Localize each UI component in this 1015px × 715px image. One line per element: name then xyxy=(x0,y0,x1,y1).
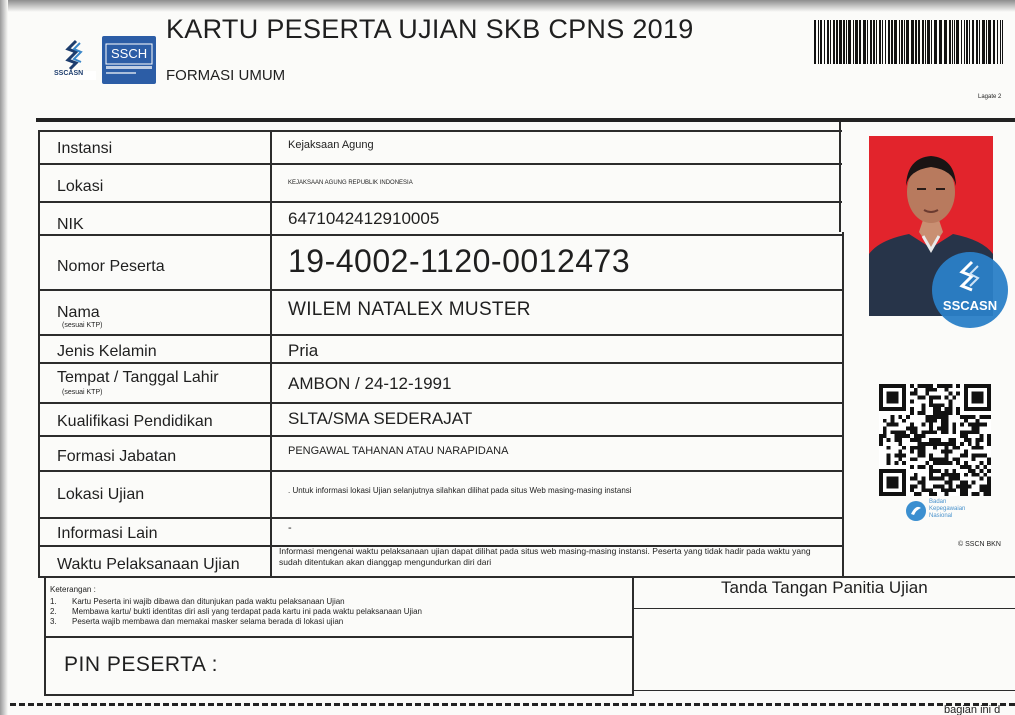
scan-shadow-top xyxy=(0,0,1015,12)
card-subtitle: FORMASI UMUM xyxy=(166,67,286,84)
keterangan-num: 2. xyxy=(50,607,57,616)
value-waktu: Informasi mengenai waktu pelaksanaan ujian dapat dilihat pada situs web masing-masing instansi. Peserta yang tidak hadir pada waktu yang sudah ditentukan akan dianggap mengundurkan diri dari xyxy=(279,546,811,567)
qr-code-icon xyxy=(879,384,991,496)
stamp-text: SSCASN xyxy=(942,298,998,313)
barcode-caption: Lagate 2 xyxy=(978,94,1002,100)
label-lokasi-ujian: Lokasi Ujian xyxy=(57,486,145,503)
value-informasi-lain: - xyxy=(288,522,292,534)
scan-shadow-left xyxy=(0,0,8,715)
qr-caption-line: Kepegawaian xyxy=(929,506,966,512)
card-title: KARTU PESERTA UJIAN SKB CPNS 2019 xyxy=(166,14,694,44)
value-nama: WILEM NATALEX MUSTER xyxy=(288,299,531,320)
keterangan-title: Keterangan : xyxy=(50,585,96,594)
ssch-logo xyxy=(102,36,156,84)
value-tempat-tanggal-lahir: AMBON / 24-12-1991 xyxy=(288,374,452,393)
cut-line xyxy=(10,703,1015,706)
qr-caption-line: Badan xyxy=(929,499,947,505)
label-nik: NIK xyxy=(57,216,84,233)
label-formasi: Formasi Jabatan xyxy=(57,448,177,465)
label-nama: Nama xyxy=(57,304,100,321)
qr-caption xyxy=(929,499,965,520)
label-informasi-lain: Informasi Lain xyxy=(57,525,158,542)
label-jenis-kelamin: Jenis Kelamin xyxy=(57,343,157,360)
bkn-logo-icon xyxy=(905,500,927,522)
value-kualifikasi: SLTA/SMA SEDERAJAT xyxy=(288,409,473,428)
keterangan-text: Kartu Peserta ini wajib dibawa dan ditunjukan pada waktu pelaksanaan Ujian xyxy=(72,597,345,606)
sscasn-logo xyxy=(54,38,98,82)
keterangan-text: Peserta wajib membawa dan memakai masker selama berada di lokasi ujian xyxy=(72,617,344,626)
header-divider xyxy=(36,118,1015,122)
value-lokasi: KEJAKSAAN AGUNG REPUBLIK INDONESIA xyxy=(288,180,413,186)
value-formasi: PENGAWAL TAHANAN ATAU NARAPIDANA xyxy=(288,445,509,457)
keterangan-num: 1. xyxy=(50,597,57,606)
copyright-text: © SSCN BKN xyxy=(958,541,1001,548)
keterangan-text: Membawa kartu/ bukti identitas diri asli yang terdapat pada kartu ini pada waktu pelaksanaan Ujian xyxy=(72,607,422,616)
value-instansi: Kejaksaan Agung xyxy=(288,139,374,151)
label-nomor-peserta: Nomor Peserta xyxy=(57,258,165,275)
value-nomor-peserta: 19-4002-1120-0012473 xyxy=(288,243,631,279)
keterangan-item xyxy=(50,617,343,626)
label-instansi: Instansi xyxy=(57,140,113,157)
keterangan-item xyxy=(50,597,345,606)
cut-caption: bagian ini d xyxy=(944,704,1001,715)
label-tempat-tanggal-lahir: Tempat / Tanggal Lahir xyxy=(57,369,219,386)
pin-peserta-label: PIN PESERTA : xyxy=(64,653,218,676)
signature-title: Tanda Tangan Panitia Ujian xyxy=(721,578,928,597)
label-tempat-tanggal-lahir-sub: (sesuai KTP) xyxy=(62,389,103,396)
label-lokasi: Lokasi xyxy=(57,178,104,195)
keterangan-num: 3. xyxy=(50,617,57,626)
label-kualifikasi: Kualifikasi Pendidikan xyxy=(57,413,213,430)
label-nama-sub: (sesuai KTP) xyxy=(62,322,103,329)
barcode-icon xyxy=(814,20,1006,64)
value-nik: 6471042412910005 xyxy=(288,209,440,228)
value-jenis-kelamin: Pria xyxy=(288,341,319,360)
sscasn-logo-text: SSCASN xyxy=(54,70,84,77)
qr-caption-line: Nasional xyxy=(929,513,953,519)
sscasn-stamp-icon xyxy=(930,250,1010,330)
ssch-logo-text: SSCH xyxy=(111,46,148,61)
label-waktu: Waktu Pelaksanaan Ujian xyxy=(57,556,240,573)
value-lokasi-ujian: . Untuk informasi lokasi Ujian selanjutnya silahkan dilihat pada situs Web masing-masing instansi xyxy=(288,486,632,495)
keterangan-item xyxy=(50,607,422,616)
